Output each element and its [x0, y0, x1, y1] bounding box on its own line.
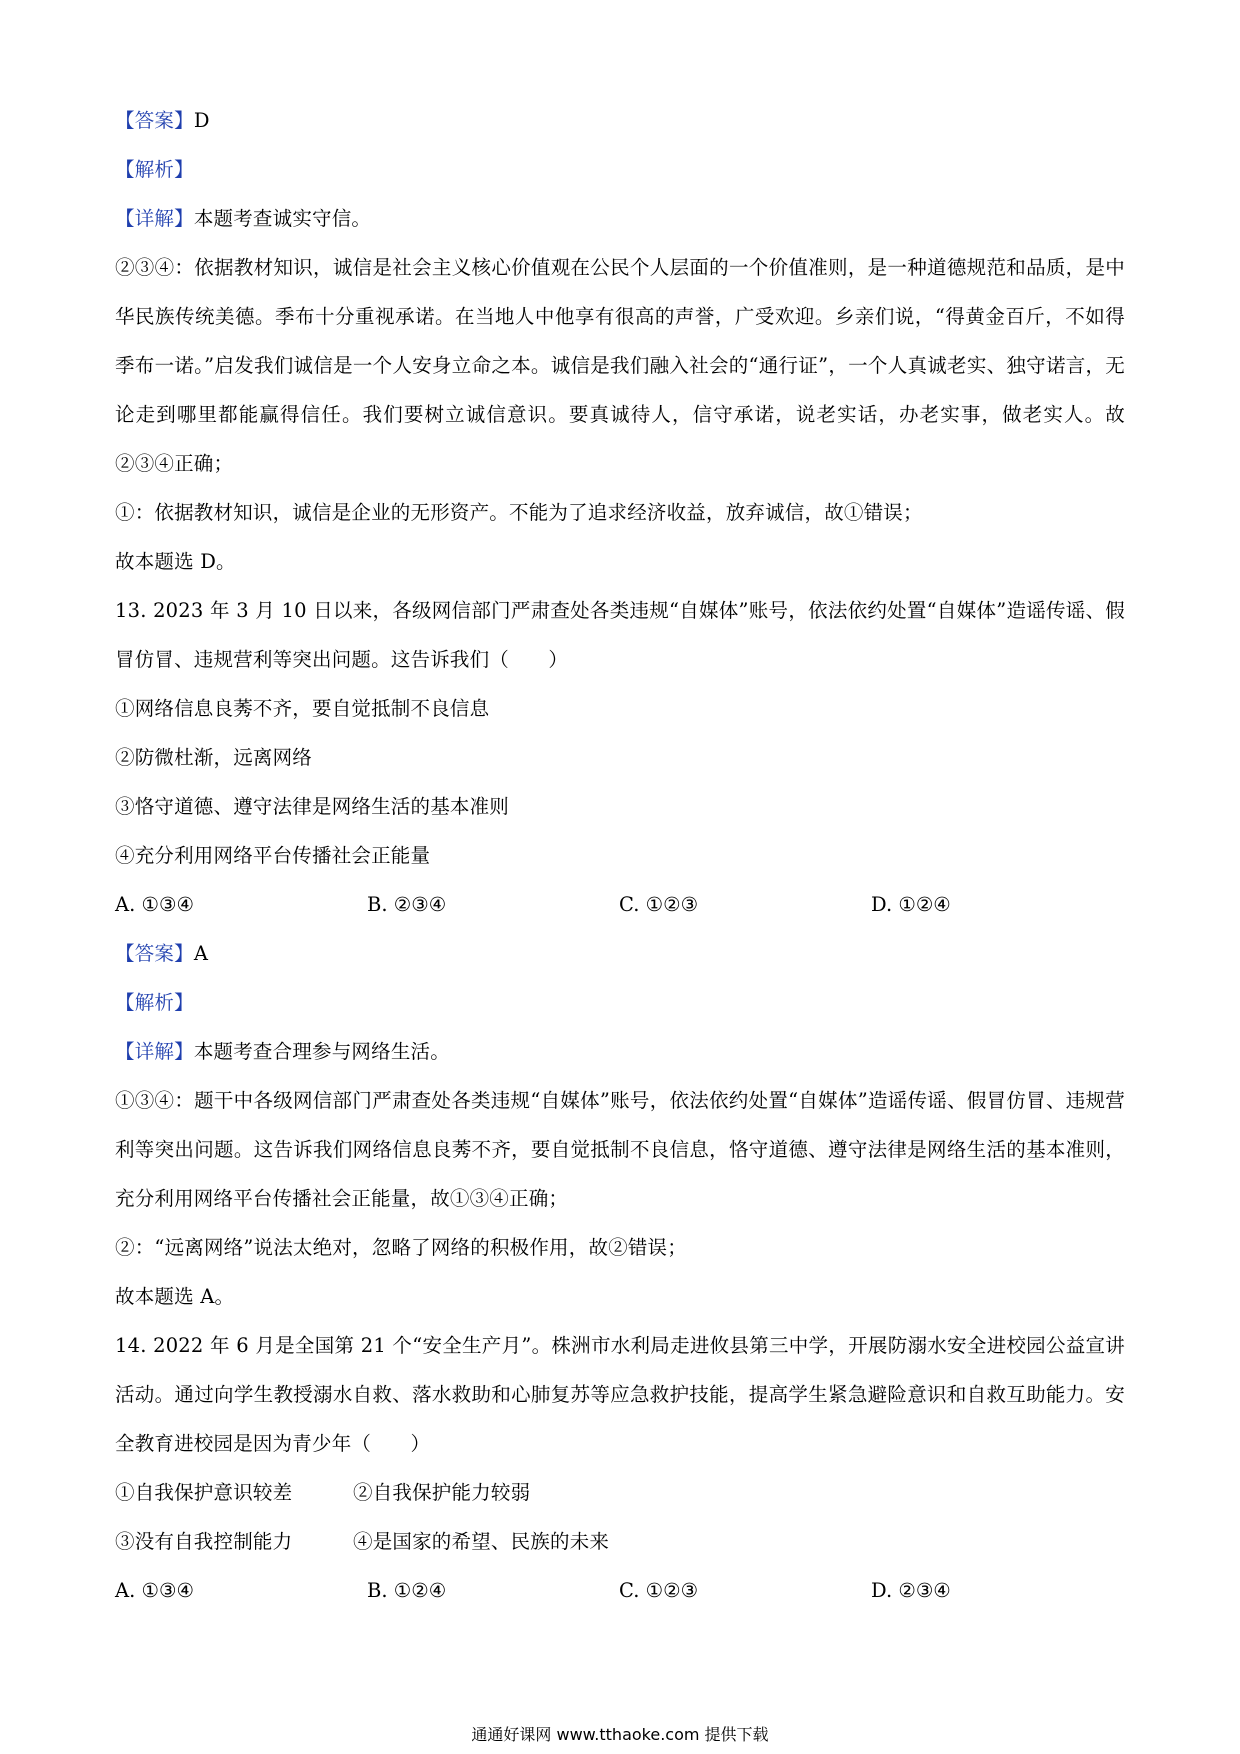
- answer-tag: 【答案】: [115, 942, 194, 965]
- q14-option-d: D. ②③④: [871, 1579, 951, 1602]
- detail-tag: 【详解】: [115, 1040, 194, 1063]
- q13-detail-paragraph-1: ①③④：题干中各级网信部门严肃查处各类违规“自媒体”账号，依法依约处置“自媒体”造谣传谣、假冒仿冒、违规营利等突出问题。这告诉我们网络信息良莠不齐，要自觉抵制不良信息，恪守道德、遵守法律是网络生活的基本准则，充分利用网络平台传播社会正能量，故①③④正确；: [115, 1089, 1125, 1210]
- q13-item-3: ③恪守道德、遵守法律是网络生活的基本准则: [115, 795, 510, 818]
- detail-intro: 本题考查诚实守信。: [193, 207, 372, 230]
- q14-option-c: C. ①②③: [619, 1579, 699, 1602]
- detail-tag: 【详解】: [115, 207, 194, 230]
- q13-option-b: B. ②③④: [367, 893, 447, 916]
- document-content: [115, 96, 1125, 1615]
- detail-intro: 本题考查合理参与网络生活。: [193, 1040, 450, 1063]
- q13-answer-line: [115, 929, 1125, 978]
- analysis-tag: 【解析】: [115, 991, 194, 1014]
- q14-items-row-1: [115, 1468, 1125, 1517]
- q12-answer-line: [115, 96, 1125, 145]
- q13-option-c: C. ①②③: [619, 893, 699, 916]
- q14-stem: 14. 2022 年 6 月是全国第 21 个“安全生产月”。株洲市水利局走进攸县第三中学，开展防溺水安全进校园公益宣讲活动。通过向学生教授溺水自救、落水救助和心肺复苏等应急救护技能，提高学生紧急避险意识和自救互助能力。安全教育进校园是因为青少年（ ）: [115, 1334, 1125, 1455]
- q14-item-4: ④是国家的希望、民族的未来: [353, 1530, 610, 1553]
- q14-item-1: ①自我保护意识较差: [115, 1481, 293, 1504]
- q13-conclusion: 故本题选 A。: [115, 1285, 235, 1308]
- q13-option-a: A. ①③④: [115, 893, 194, 916]
- q14-options: [115, 1566, 1125, 1615]
- q13-detail-paragraph-2: ②：“远离网络”说法太绝对，忽略了网络的积极作用，故②错误；: [115, 1236, 687, 1259]
- q12-conclusion: 故本题选 D。: [115, 550, 236, 573]
- q13-item-2: ②防微杜渐，远离网络: [115, 746, 313, 769]
- q14-item-3: ③没有自我控制能力: [115, 1530, 293, 1553]
- q13-item-4: ④充分利用网络平台传播社会正能量: [115, 844, 431, 867]
- q13-option-d: D. ①②④: [871, 893, 951, 916]
- answer-value: D: [193, 109, 210, 132]
- q13-item-1: ①网络信息良莠不齐，要自觉抵制不良信息: [115, 697, 490, 720]
- answer-tag: 【答案】: [115, 109, 194, 132]
- q14-option-a: A. ①③④: [115, 1579, 194, 1602]
- analysis-tag: 【解析】: [115, 158, 194, 181]
- q12-analysis-line: [115, 145, 1125, 194]
- q14-option-b: B. ①②④: [367, 1579, 447, 1602]
- page-footer: 通通好课网 www.tthaoke.com 提供下载: [471, 1725, 769, 1744]
- q13-stem: 13. 2023 年 3 月 10 日以来，各级网信部门严肃查处各类违规“自媒体”账号，依法依约处置“自媒体”造谣传谣、假冒仿冒、违规营利等突出问题。这告诉我们（ ）: [115, 599, 1125, 671]
- answer-value: A: [193, 942, 209, 965]
- q12-detail-paragraph-2: ①：依据教材知识，诚信是企业的无形资产。不能为了追求经济收益，放弃诚信，故①错误；: [115, 501, 923, 524]
- q12-detail-paragraph-1: ②③④：依据教材知识，诚信是社会主义核心价值观在公民个人层面的一个价值准则，是一种道德规范和品质，是中华民族传统美德。季布十分重视承诺。在当地人中他享有很高的声誉，广受欢迎。乡亲们说，“得黄金百斤，不如得季布一诺。”启发我们诚信是一个人安身立命之本。诚信是我们融入社会的“通行证”，一个人真诚老实、独守诺言，无论走到哪里都能赢得信任。我们要树立诚信意识。要真诚待人，信守承诺，说老实话，办老实事，做老实人。故②③④正确；: [115, 256, 1125, 475]
- q14-item-2: ②自我保护能力较弱: [353, 1481, 531, 1504]
- q13-options: [115, 880, 1125, 929]
- q13-analysis-line: [115, 978, 1125, 1027]
- q13-detail-line: [115, 1027, 1125, 1076]
- q14-items-row-2: [115, 1517, 1125, 1566]
- q12-detail-line: [115, 194, 1125, 243]
